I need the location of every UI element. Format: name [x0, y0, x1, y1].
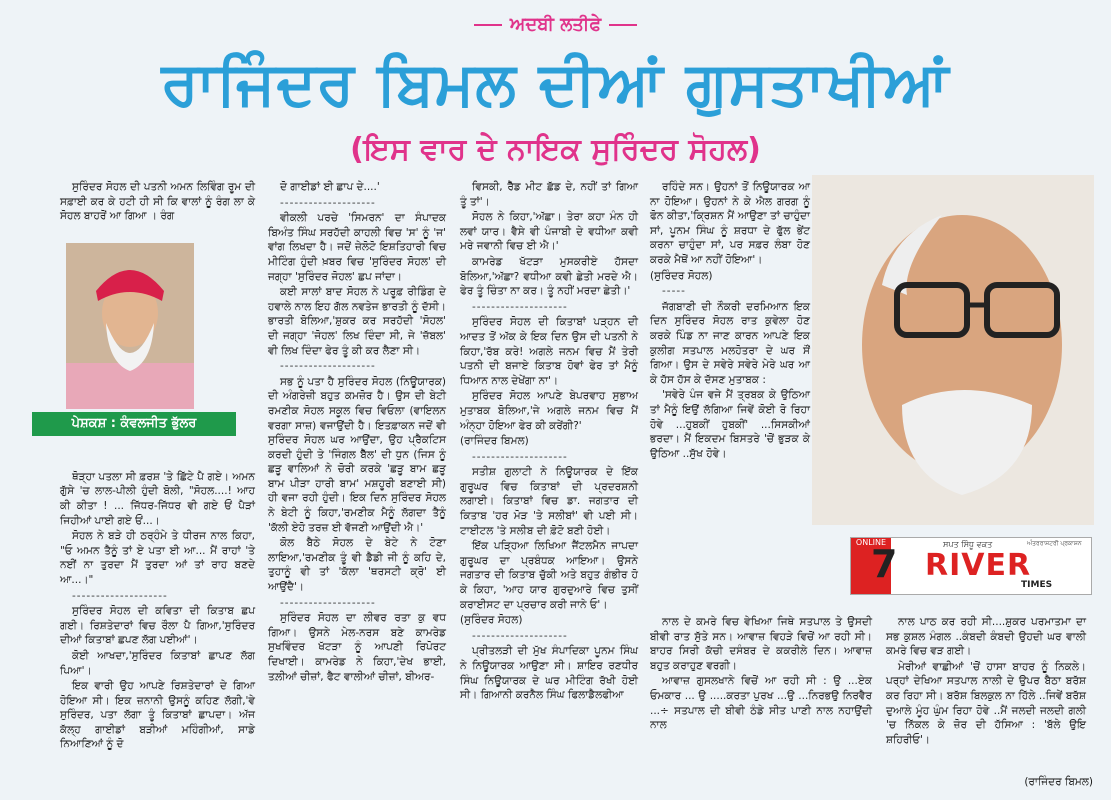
paragraph: ਸੁਰਿੰਦਰ ਸੋਹਲ ਆਪਣੇ ਬੇਪਰਵਾਹ ਸੁਭਾਅ ਮੁਤਾਬਕ ਬੋਲਿਆ,'ਜੇ ਅਗਲੇ ਜਨਮ ਵਿਚ ਮੈਂ ਅੰਨ੍ਹਾ ਹੋਇਆ ਫੇਰ ਕੀ ਕਰੇਂਗੀ?'	[460, 390, 638, 432]
paragraph: ਨਾਲ ਦੇ ਕਮਰੇ ਵਿਚ ਵੇਖਿਆ ਜਿਥੇ ਸਤਪਾਲ ਤੇ ਉਸਦੀ ਬੀਵੀ ਰਾਤ ਸੁੱਤੇ ਸਨ। ਆਵਾਜ਼ ਵਿਹੜੇ ਵਿਚੋਂ ਆ ਰਹੀ ਸੀ। ਬਾਹਰ ਸਿਰੀ ਕੱਚੀ ਦਸੰਬਰ ਦੇ ਕਕਰੀਲੇ ਦਿਨ। ਆਵਾਜ਼ ਬਹੁਤ ਕਰਾਹੁਣ ਵਰਗੀ।	[650, 616, 872, 672]
paragraph: ਜੱਗਬਾਣੀ ਦੀ ਨੌਕਰੀ ਦਰਮਿਆਨ ਇਕ ਦਿਨ ਸੁਰਿੰਦਰ ਸੋਹਲ ਰਾਤ ਕੁਵੇਲਾ ਹੋਣ ਕਰਕੇ ਪਿੰਡ ਨਾ ਜਾਣ ਕਾਰਨ ਆਪਣੇ ਇਕ ਕੁਲੀਗ ਸਤਪਾਲ ਮਲਹੋਤਰਾ ਦੇ ਘਰ ਸੌਂ ਗਿਆ। ਉਸ ਦੇ ਸਵੇਰੇ ਸਵੇਰੇ ਮੇਰੇ ਘਰ ਆ ਕੇ ਹੱਸ ਹੱਸ ਕੇ ਦੱਸਣ ਮੁਤਾਬਕ :	[650, 300, 810, 386]
paragraph: ਥੋੜ੍ਹਾ ਪਤਲਾ ਸੀ ਫ਼ਰਸ਼ 'ਤੇ ਛਿੱਟੇ ਪੈ ਗਏ। ਅਮਨ ਗੁੱਸੇ 'ਚ ਲਾਲ-ਪੀਲੀ ਹੁੰਦੀ ਬੋਲੀ, "ਸੋਹਲ....! ਆਹ ਕੀ ਕੀਤਾ ! ... ਜਿੱਧਰ-ਜਿੱਧਰ ਵੀ ਗਏ ਓਂ ਪੈੜਾਂ ਜਿਹੀਆਂ ਪਾਈ ਗਏ ਓਂ...।	[60, 470, 255, 527]
text-column-1	[60, 180, 255, 753]
newspaper-credit-logo	[850, 537, 1092, 595]
logo-tagline: ਅੰਤਰਰਾਸ਼ਟਰੀ ਪ੍ਰਕਾਸ਼ਨ	[1027, 540, 1082, 547]
paragraph: ਕੋਲ ਬੈਠੇ ਸੋਹਲ ਦੇ ਬੇਟੇ ਨੇ ਟੋਣਾ ਲਾਇਆ,'ਰਮਣੀਕ ਤੂੰ ਵੀ ਡੈਡੀ ਜੀ ਨੂੰ ਕਹਿ ਦੇ, ਤੁਹਾਨੂੰ ਵੀ ਤਾਂ 'ਕੱਲਾ 'ਥਰਸਟੀ ਕ੍ਰੋ' ਈ ਆਉਂਦੈ'।	[268, 537, 446, 594]
separator: --------------------	[72, 589, 168, 602]
paragraph: 'ਸਵੇਰੇ ਪੰਜ ਵਜੇ ਮੈਂ ਤ੍ਰਬਕ ਕੇ ਉਠਿਆ ਤਾਂ ਮੈਨੂੰ ਇਉਂ ਲੱਗਿਆ ਜਿਵੇਂ ਕੋਈ ਰੋ ਰਿਹਾ ਹੋਵੇ ...ਹੁਬਕੀਂ ਹੁਬਕੀਂ' ...ਸਿਸਕੀਆਂ ਭਰਦਾ। ਮੈਂ ਇਕਦਮ ਬਿਸਤਰੇ 'ਚੋਂ ਭੁੜਕ ਕੇ ਉਠਿਆ ..ਸੁੱਖ ਹੋਵੇ।	[650, 389, 810, 460]
logo-number: 7	[871, 542, 898, 586]
headline: ਰਾਜਿੰਦਰ ਬਿਮਲ ਦੀਆਂ ਗੁਸਤਾਖੀਆਂ	[161, 49, 950, 119]
paragraph: ਕਾਮਰੇਡ ਖੱਟੜਾ ਮੁਸਕਰੀਏ ਹੱਸਦਾ ਬੋਲਿਆ,'ਅੱਛਾ? ਵਧੀਆ ਕਵੀ ਛੇਤੀ ਮਰਦੇ ਐ। ਫੇਰ ਤੂੰ ਚਿੰਤਾ ਨਾ ਕਰ। ਤੂੰ ਨਹੀਂ ਮਰਦਾ ਛੇਤੀ।'	[460, 255, 638, 298]
paragraph: ਇੱਕ ਪੜ੍ਹਿਆ ਲਿਖਿਆ ਜੈਂਟਲਮੈਨ ਜਾਪਦਾ ਗੁਰੂਘਰ ਦਾ ਪ੍ਰਬੰਧਕ ਆਇਆ। ਉਸਨੇ ਜਗਤਾਰ ਦੀ ਕਿਤਾਬ ਚੁੱਕੀ ਅਤੇ ਬਹੁਤ ਗੰਭੀਰ ਹੋ ਕੇ ਕਿਹਾ, 'ਆਹ ਯਾਰ ਗੁਰਦੁਆਰੇ ਵਿਚ ਤੁਸੀਂ ਕਰਾਈਸਟ ਦਾ ਪ੍ਰਚਾਰ ਕਰੀ ਜਾਨੇ ਓ'।	[460, 540, 638, 611]
separator: --------------------	[280, 196, 376, 209]
paragraph: ਸਭ ਨੂੰ ਪਤਾ ਹੈ ਸੁਰਿੰਦਰ ਸੋਹਲ (ਨਿਊਯਾਰਕ) ਦੀ ਅੰਗਰੇਜ਼ੀ ਬਹੁਤ ਕਮਜ਼ੋਰ ਹੈ। ਉਸ ਦੀ ਬੇਟੀ ਰਮਣੀਕ ਸੋਹਲ ਸਕੂਲ ਵਿਚ ਵਿਓਲਾ (ਵਾਇਲਨ ਵਰਗਾ ਸਾਜ਼) ਵਜਾਉਂਦੀ ਹੈ। ਇਤਫ਼ਾਕਨ ਜਦੋਂ ਵੀ ਸੁਰਿੰਦਰ ਸੋਹਲ ਘਰ ਆਉਂਦਾ, ਉਹ ਪ੍ਰੈਕਟਿਸ ਕਰਦੀ ਹੁੰਦੀ ਤੇ 'ਜਿੰਗਲ ਬੈੱਲ' ਦੀ ਧੁਨ (ਜਿਸ ਨੂੰ ਛੜੂ ਵਾਲਿਆਂ ਨੇ ਚੋਰੀ ਕਰਕੇ 'ਛੜੂ ਬਾਮ ਛੜੂ ਬਾਮ ਪੀੜਾ ਹਾਰੀ ਬਾਮ' ਮਸ਼ਹੂਰੀ ਬਣਾਈ ਸੀ) ਹੀ ਵਜਾ ਰਹੀ ਹੁੰਦੀ। ਇਕ ਦਿਨ ਸੁਰਿੰਦਰ ਸੋਹਲ ਨੇ ਬੇਟੀ ਨੂੰ ਕਿਹਾ,'ਰਮਣੀਕ ਮੈਨੂੰ ਲੱਗਦਾ ਤੈਨੂੰ 'ਕੱਲੀ ਏਹੋ ਤਰਜ਼ ਈ ਵੱਜਣੀ ਆਉਂਦੀ ਐ।'	[268, 375, 446, 534]
separator: --------------------	[472, 450, 568, 463]
separator: -----	[662, 285, 686, 298]
separator: --------------------	[472, 629, 568, 642]
separator: --------------------	[472, 300, 568, 313]
portrait-photo-right	[812, 175, 1094, 525]
separator: --------------------	[280, 596, 376, 609]
logo-river: RIVER	[925, 548, 1032, 583]
paragraph: ਕੋਈ ਆਖਦਾ,'ਸੁਰਿੰਦਰ ਕਿਤਾਬਾਂ ਛਾਪਣ ਲੱਗ ਪਿਆ'।	[60, 649, 255, 677]
paragraph: ਵੀਕਲੀ ਪਰਚੇ 'ਸਿਮਰਨ' ਦਾ ਸੰਪਾਦਕ ਬਿਅੰਤ ਸਿੰਘ ਸਰਹੱਦੀ ਕਾਹਲੀ ਵਿਚ 'ਸ' ਨੂੰ 'ਜ' ਵਾਂਗ ਲਿਖਦਾ ਹੈ। ਜਦੋਂ ਜ਼ੇਲੋਟੋ ਇਸ਼ਤਿਹਾਰੀ ਵਿਚ ਮੀਟਿੰਗ ਹੁੰਦੀ ਖ਼ਬਰ ਵਿਚ 'ਸੁਰਿੰਦਰ ਸੋਹਲ' ਦੀ ਜਗ੍ਹਾ 'ਸੁਰਿੰਦਰ ਜੋਹਲ' ਛਪ ਜਾਂਦਾ।	[268, 212, 446, 283]
signature: (ਸੁਰਿੰਦਰ ਸੋਹਲ)	[460, 614, 523, 627]
subhead: (ਇਸ ਵਾਰ ਦੇ ਨਾਇਕ ਸੁਰਿੰਦਰ ਸੋਹਲ)	[350, 132, 761, 167]
text-column-2	[268, 180, 446, 685]
column-5-left	[650, 615, 872, 775]
signature: (ਸੁਰਿੰਦਰ ਸੋਹਲ)	[650, 269, 713, 282]
paragraph: ਦੋ ਗਾਈਡਾਂ ਈ ਛਾਪ ਦੇ....'	[280, 181, 380, 193]
text-column-3	[460, 180, 638, 704]
paragraph: ਇਕ ਵਾਰੀ ਉਹ ਆਪਣੇ ਰਿਸ਼ਤੇਦਾਰਾਂ ਦੇ ਗਿਆ ਹੋਇਆ ਸੀ। ਇਕ ਜ਼ਨਾਨੀ ਉਸਨੂੰ ਕਹਿਣ ਲੱਗੀ,'ਵੇ ਸੁਰਿੰਦਰ, ਪਤਾ ਲੱਗਾ ਤੂੰ ਕਿਤਾਬਾਂ ਛਾਪਦਾ। ਅੱਜ ਕੱਲ੍ਹ ਗਾਈਡਾਂ ਬੜੀਆਂ ਮਹਿੰਗੀਆਂ, ਸਾਡੇ ਨਿਆਣਿਆਂ ਨੂੰ ਦੋ	[60, 680, 255, 751]
text-column-4	[650, 180, 810, 462]
paragraph: ਸੋਹਲ ਨੇ ਕਿਹਾ,'ਅੱਛਾ। ਤੇਰਾ ਕਹਾ ਮੰਨ ਹੀ ਲਵਾਂ ਯਾਰ। ਵੈਸੇ ਵੀ ਪੰਜਾਬੀ ਦੇ ਵਧੀਆ ਕਵੀ ਮਰੇ ਜਵਾਨੀ ਵਿਚ ਈ ਐ।'	[460, 211, 638, 253]
signature: (ਰਾਜਿੰਦਰ ਬਿਮਲ)	[460, 435, 529, 448]
paragraph: ਸਤੀਸ਼ ਗੁਲਾਟੀ ਨੇ ਨਿਊਯਾਰਕ ਦੇ ਇੱਕ ਗੁਰੂਘਰ ਵਿਚ ਕਿਤਾਬਾਂ ਦੀ ਪ੍ਰਦਰਸ਼ਨੀ ਲਗਾਈ। ਕਿਤਾਬਾਂ ਵਿਚ ਡਾ. ਜਗਤਾਰ ਦੀ ਕਿਤਾਬ 'ਹਰ ਮੋੜ 'ਤੇ ਸਲੀਬਾਂ' ਵੀ ਪਈ ਸੀ। ਟਾਈਟਲ 'ਤੇ ਸਲੀਬ ਦੀ ਫ਼ੋਟੋ ਬਣੀ ਹੋਈ।	[460, 466, 638, 537]
column-5-right	[886, 615, 1086, 775]
paragraph: ਰਹਿੰਦੇ ਸਨ। ਉਹਨਾਂ ਤੋਂ ਨਿਊਯਾਰਕ ਆ ਨਾ ਹੋਇਆ। ਉਹਨਾਂ ਨੇ ਕੇ ਐਲ ਗਰਗ ਨੂੰ ਫੋਨ ਕੀਤਾ,'ਕ੍ਰਿਸ਼ਨ ਮੈਂ ਆਉਣਾ ਤਾਂ ਚਾਹੁੰਦਾ ਸਾਂ, ਪੂਨਮ ਸਿੰਘ ਨੂੰ ਸ਼ਰਧਾ ਦੇ ਫੁੱਲ ਭੇਂਟ ਕਰਨਾ ਚਾਹੁੰਦਾ ਸਾਂ, ਪਰ ਸਫ਼ਰ ਲੰਬਾ ਹੋਣ ਕਰਕੇ ਮੈਥੋਂ ਆ ਨਹੀਂ ਹੋਇਆ'।	[650, 181, 810, 266]
paragraph: ਕਈ ਸਾਲਾਂ ਬਾਦ ਸੋਹਲ ਨੇ ਪਰੂਫ਼ ਰੀਡਿੰਗ ਦੇ ਹਵਾਲੇ ਨਾਲ ਇਹ ਗੱਲ ਨਵਤੇਜ ਭਾਰਤੀ ਨੂੰ ਦੱਸੀ। ਭਾਰਤੀ ਬੋਲਿਆ,'ਸ਼ੁਕਰ ਕਰ ਸਰਹੱਦੀ 'ਸੋਹਲ' ਦੀ ਜਗ੍ਹਾ 'ਜੋਹਲ' ਲਿਖ ਦਿੰਦਾ ਸੀ, ਜੇ 'ਜ਼ੱਬਲ' ਵੀ ਲਿਖ ਦਿੰਦਾ ਫੇਰ ਤੂੰ ਕੀ ਕਰ ਲੈਣਾ ਸੀ।	[268, 286, 446, 357]
paragraph: ਸੁਰਿੰਦਰ ਸੋਹਲ ਦੀ ਕਵਿਤਾ ਦੀ ਕਿਤਾਬ ਛਪ ਗਈ। ਰਿਸ਼ਤੇਦਾਰਾਂ ਵਿਚ ਰੌਲਾ ਪੈ ਗਿਆ,'ਸੁਰਿੰਦਰ ਦੀਆਂ ਕਿਤਾਬਾਂ ਛਪਣ ਲੱਗ ਪਈਆਂ'।	[60, 605, 255, 647]
photo-spacer	[60, 225, 255, 470]
paragraph: ਨਾਲ ਪਾਠ ਕਰ ਰਹੀ ਸੀ....ਸ਼ੁਕਰ ਪਰਮਾਤਮਾ ਦਾ ਸਭ ਕੁਸ਼ਲ ਮੰਗਲ ..ਕੰਬਦੀ ਕੰਬਦੀ ਉਹਦੀ ਘਰ ਵਾਲੀ ਕਮਰੇ ਵਿਚ ਵੜ ਗਈ।	[886, 616, 1086, 658]
caption: ਪੇਸ਼ਕਸ਼ : ਕੰਵਲਜੀਤ ਭੁੱਲਰ	[32, 412, 236, 436]
paragraph: ਸੁਰਿੰਦਰ ਸੋਹਲ ਦੀ ਕਿਤਾਬਾਂ ਪੜ੍ਹਨ ਦੀ ਆਦਤ ਤੋਂ ਅੱਕ ਕੇ ਇਕ ਦਿਨ ਉਸ ਦੀ ਪਤਨੀ ਨੇ ਕਿਹਾ,'ਰੱਬ ਕਰੇ! ਅਗਲੇ ਜਨਮ ਵਿਚ ਮੈਂ ਤੇਰੀ ਪਤਨੀ ਦੀ ਬਜਾਏ ਕਿਤਾਬ ਹੋਵਾਂ ਫੇਰ ਤਾਂ ਮੈਨੂੰ ਧਿਆਨ ਨਾਲ ਦੇਖੇਂਗਾ ਨਾ'।	[460, 316, 638, 387]
paragraph: ਮੇਰੀਆਂ ਵਾਛੀਆਂ 'ਚੋਂ ਹਾਸਾ ਬਾਹਰ ਨੂੰ ਨਿਕਲੇ। ਪਰ੍ਹਾਂ ਦੇਖਿਆ ਸਤਪਾਲ ਨਾਲੀ ਦੇ ਉਪਰ ਬੈਠਾ ਬਰੱਸ਼ ਕਰ ਰਿਹਾ ਸੀ। ਬਰੱਸ਼ ਬਿਲਕੁਲ ਨਾ ਹਿੱਲੇ ..ਜਿਵੇਂ ਬਰੱਸ਼ ਦੁਆਲੇ ਮੂੰਹ ਘੁੰਮ ਰਿਹਾ ਹੋਵੇ ..ਮੈਂ ਜਲਦੀ ਜਲਦੀ ਗਲੀ 'ਚ ਨਿੱਕਲ ਕੇ ਜ਼ੋਰ ਦੀ ਹੱਸਿਆ : 'ਬੱਲੇ ਉਇ ਸ਼ਹਿਰੀਓ'।	[886, 660, 1086, 746]
paragraph: ਵਿਸਕੀ, ਰੈੱਡ ਮੀਟ ਛੱਡ ਦੇ, ਨਹੀਂ ਤਾਂ ਗਿਆ ਤੂੰ ਤਾਂ'।	[460, 181, 638, 208]
signature-final: (ਰਾਜਿੰਦਰ ਬਿਮਲ)	[1024, 776, 1093, 788]
paragraph: ਸੁਰਿੰਦਰ ਸੋਹਲ ਦਾ ਲੀਵਰ ਰਤਾ ਕੁ ਵਧ ਗਿਆ। ਉਸਨੇ ਮੇਲ-ਨਰਸ ਬਣੇ ਕਾਮਰੇਡ ਸੁਖਵਿੰਦਰ ਖੱਟੜਾ ਨੂੰ ਆਪਣੀ ਰਿਪੋਰਟ ਦਿਖਾਈ। ਕਾਮਰੇਡ ਨੇ ਕਿਹਾ,'ਦੇਖ ਭਾਈ, ਤਲ਼ੀਆਂ ਚੀਜ਼ਾਂ, ਫੈਟ ਵਾਲੀਆਂ ਚੀਜ਼ਾਂ, ਬੀਅਰ-	[268, 612, 446, 683]
paragraph: ਪ੍ਰੀਤਲੜੀ ਦੀ ਮੁੱਖ ਸੰਪਾਦਿਕਾ ਪੂਨਮ ਸਿੰਘ ਨੇ ਨਿਊਯਾਰਕ ਆਉਣਾ ਸੀ। ਸ਼ਾਇਰ ਰਣਧੀਰ ਸਿੰਘ ਨਿਊਯਾਰਕ ਦੇ ਘਰ ਮੀਟਿੰਗ ਰੱਖੀ ਹੋਈ ਸੀ। ਗਿਆਨੀ ਕਰਨੈਲ ਸਿੰਘ ਫਿਲਾਡੈਲਫੀਆ	[460, 645, 638, 702]
paragraph: ਆਵਾਜ਼ ਗੁਸਲਖਾਨੇ ਵਿਚੋਂ ਆ ਰਹੀ ਸੀ : ਉ ...ਏਕ ਓਮਕਾਰ ... ਉ .....ਕਰਤਾ ਪੁਰਖ ...ਉ ...ਨਿਰਭਉ ਨਿਰਵੈਰ ...÷ ਸਤਪਾਲ ਦੀ ਬੀਵੀ ਠੰਡੇ ਸੀਤ ਪਾਣੀ ਨਾਲ ਨਹਾਉਂਦੀ ਨਾਲ	[650, 675, 872, 732]
portrait-illustration-right	[812, 175, 1094, 525]
paragraph: ਸੁਰਿੰਦਰ ਸੋਹਲ ਦੀ ਪਤਨੀ ਅਮਨ ਲਿਵਿੰਗ ਰੂਮ ਦੀ ਸਫ਼ਾਈ ਕਰ ਕੇ ਹਟੀ ਹੀ ਸੀ ਕਿ ਵਾਲਾਂ ਨੂੰ ਰੰਗ ਲਾ ਕੇ ਸੋਹਲ ਬਾਹਰੋਂ ਆ ਗਿਆ । ਰੰਗ	[60, 181, 255, 223]
kicker: ਅਦਬੀ ਲਤੀਫੇ	[0, 14, 1111, 35]
logo-name: ਸਪਤ ਸਿੰਧੂ ਵਕਤ	[943, 540, 993, 549]
text-column-5	[650, 615, 1090, 775]
pin-icon: ONLINE	[851, 538, 891, 594]
paragraph: ਸੋਹਲ ਨੇ ਬੜੇ ਹੀ ਠਰ੍ਹੰਮੇ ਤੇ ਧੀਰਜ ਨਾਲ ਕਿਹਾ, "ਓ ਅਮਨ ਤੈਨੂੰ ਤਾਂ ਏ ਪਤਾ ਈ ਆ... ਮੈਂ ਰਾਹਾਂ 'ਤੇ ਨਈਂ ਨਾ ਤੁਰਦਾ ਮੈਂ ਤੁਰਦਾ ਆਂ ਤਾਂ ਰਾਹ ਬਣਦੇ ਆ...।"	[60, 530, 255, 586]
separator: --------------------	[280, 360, 376, 373]
logo-times: TIMES	[1021, 580, 1053, 590]
